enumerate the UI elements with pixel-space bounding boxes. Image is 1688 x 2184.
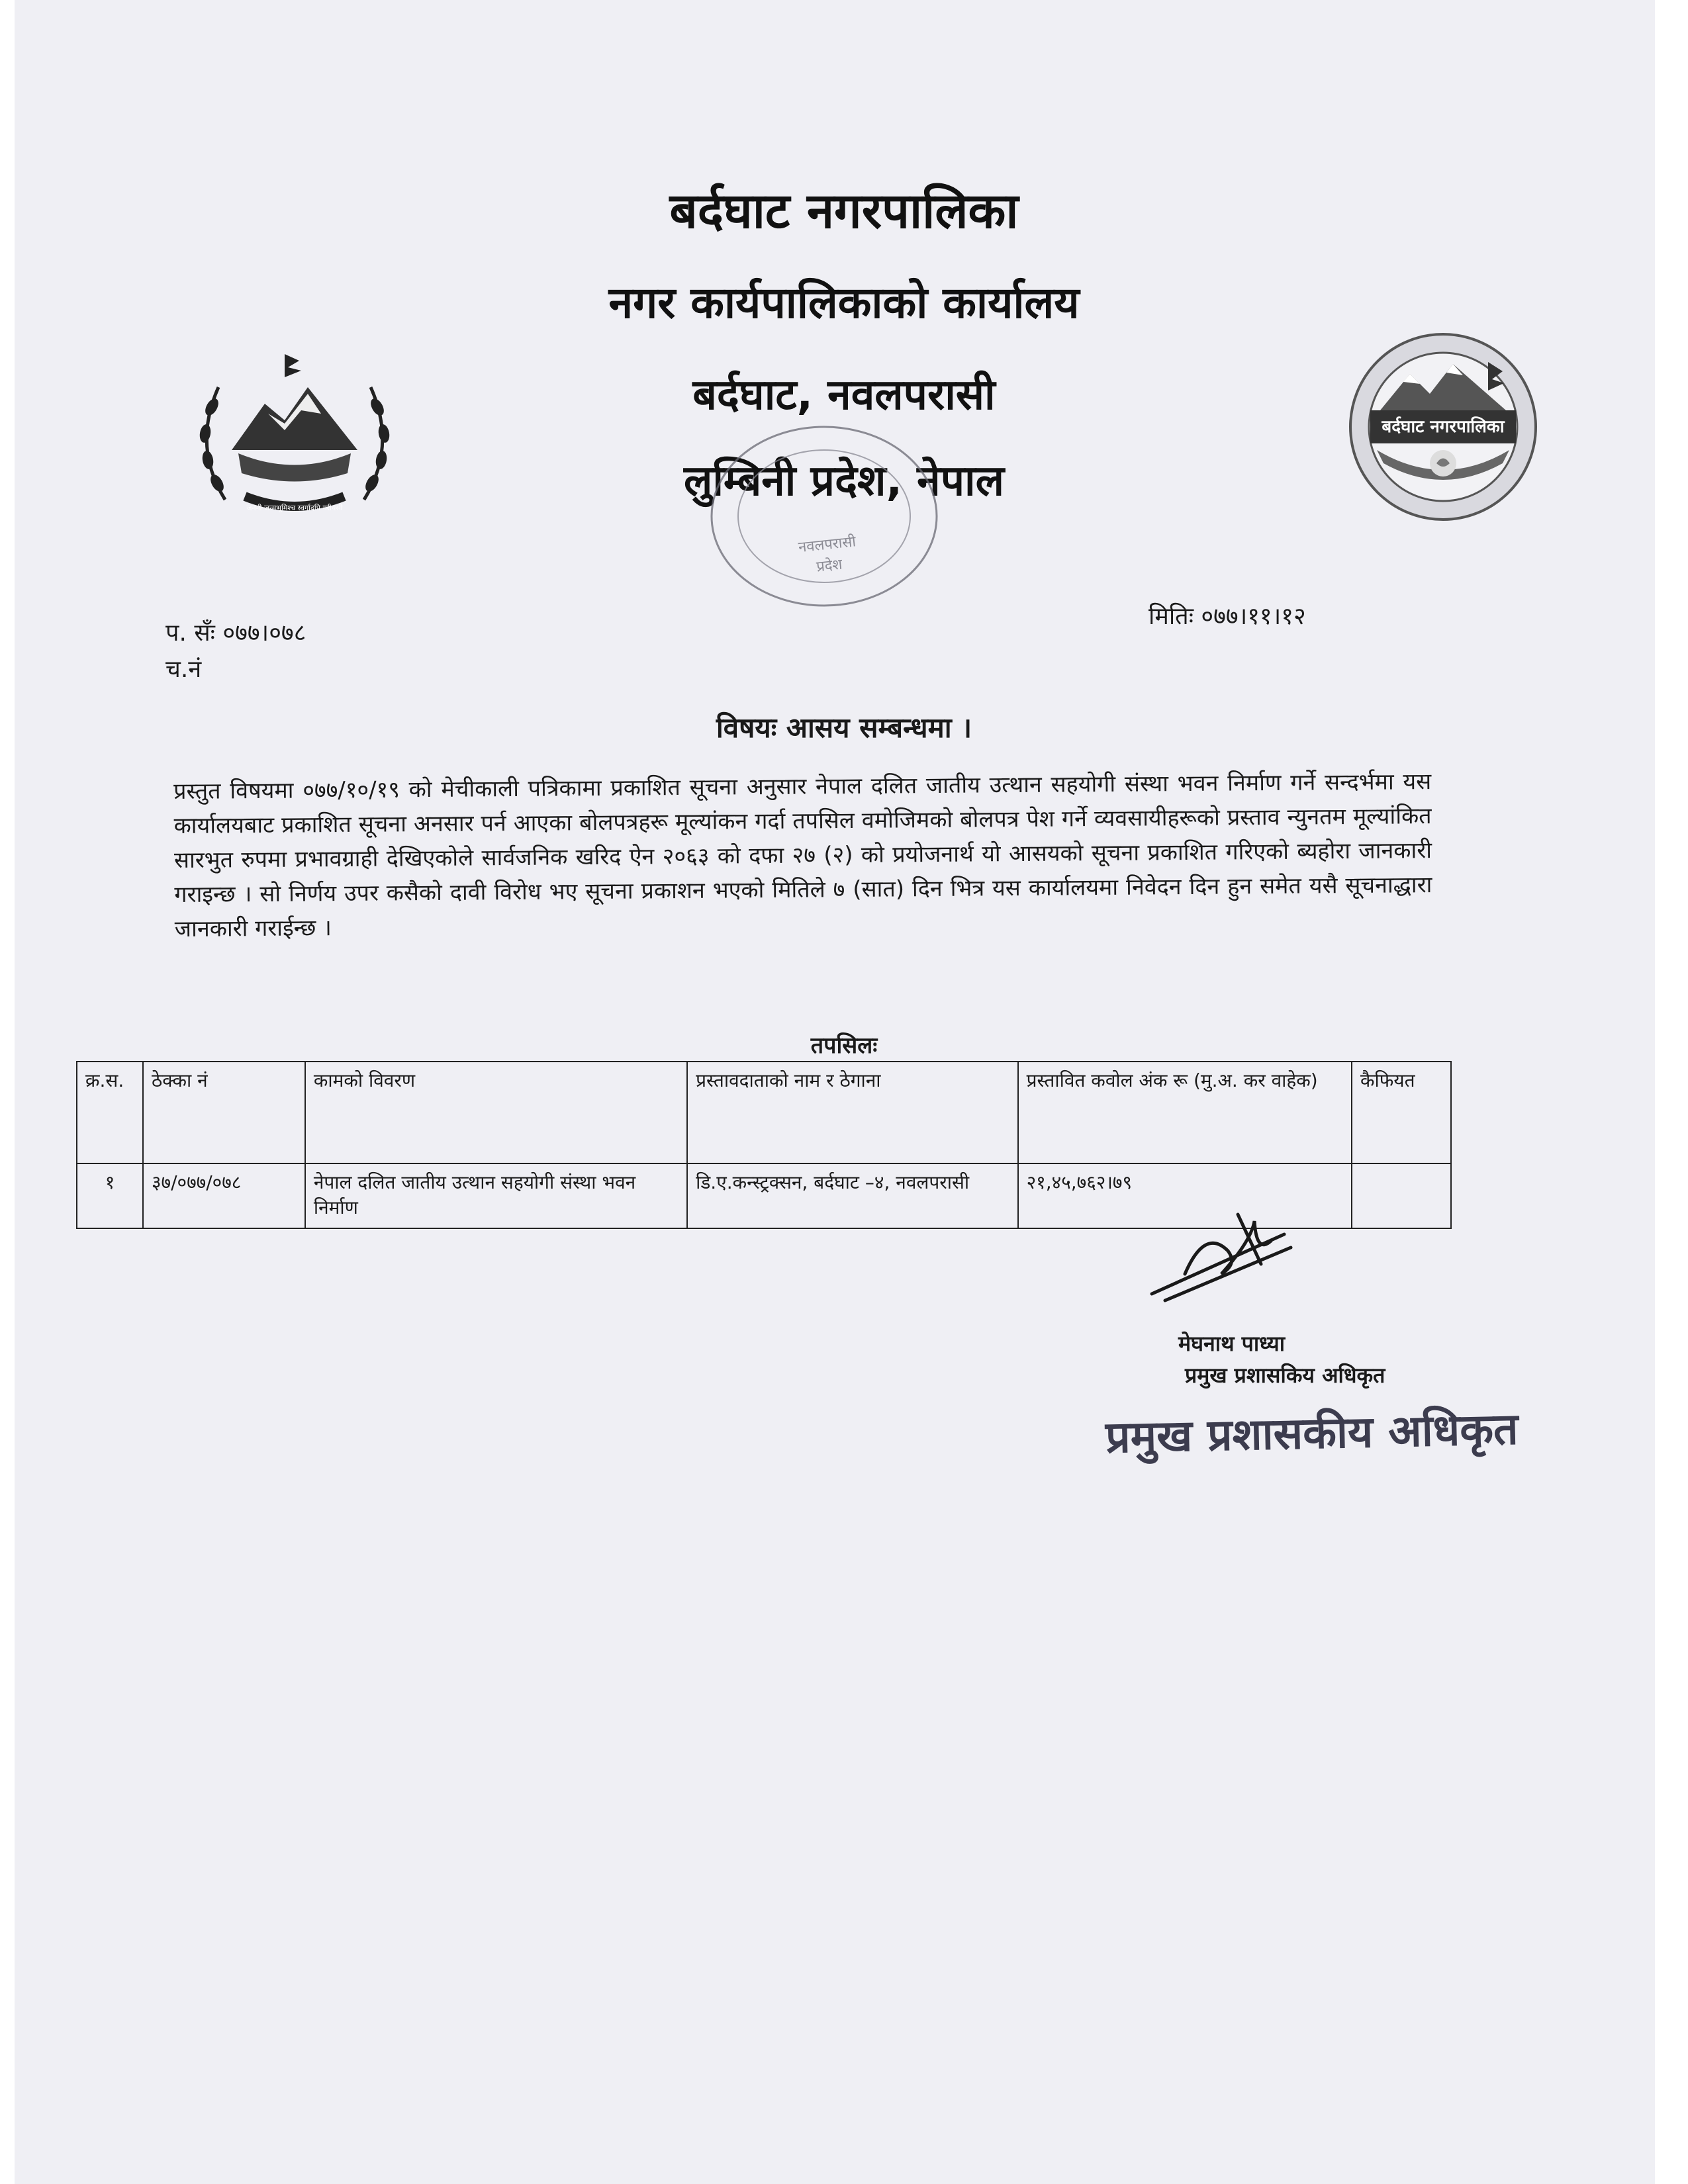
cell-contract-no: ३७/०७७/०७८ bbox=[143, 1163, 305, 1228]
municipality-logo-icon bbox=[1337, 328, 1549, 526]
letter-body: प्रस्तुत विषयमा ०७७/१०/१९ को मेचीकाली पत्रिकामा प्रकाशित सूचना अनुसार नेपाल दलित जातीय उत्थान सहयोगी संस्था भवन निर्माण गर्ने सन्दर्भमा यस कार्यालयबाट प्रकाशित सूचना अनसार पर्न आएका बोलपत्रहरू मूल्यांकन गर्दा तपसिल वमोजिमको बोलपत्र पेश गर्ने व्यवसायीहरूको प्रस्ताव न्युनतम मूल्यांकित सारभुत रुपमा प्रभावग्राही देखिएकोले सार्वजनिक खरिद ऐन २०६३ को दफा २७ (२) को प्रयोजनार्थ यो आसयको सूचना प्रकाशित गरिएको ब्यहोरा जानकारी गराइन्छ । सो निर्णय उपर कसैको दावी विरोध भए सूचना प्रकाशन भएको मितिले ७ (सात) दिन भित्र यस कार्यालयमा निवेदन दिन हुन समेत यसै सूचनाद्धारा जानकारी गराईन्छ । bbox=[173, 768, 1432, 942]
table-header-row bbox=[77, 1062, 1451, 1163]
municipality-name: बर्दघाट नगरपालिका bbox=[669, 183, 1019, 240]
cell-bid-amount: २१,४५,७६२।७९ bbox=[1018, 1163, 1352, 1228]
table-caption: तपसिलः bbox=[810, 1032, 878, 1059]
office-name: नगर कार्यपालिकाको कार्यालय bbox=[608, 277, 1080, 328]
col-header-serial: क्र.स. bbox=[77, 1062, 143, 1163]
designation-stamp: प्रमुख प्रशासकीय अधिकृत bbox=[1105, 1403, 1519, 1463]
col-header-bidder: प्रस्तावदाताको नाम र ठेगाना bbox=[687, 1062, 1018, 1163]
svg-text:नवलपरासी: नवलपरासी bbox=[797, 533, 857, 557]
office-province: लुम्बिनी प्रदेश, नेपाल bbox=[683, 457, 1005, 506]
signatory-title: प्रमुख प्रशासकिय अधिकृत bbox=[1185, 1363, 1385, 1388]
col-header-work-description: कामको विवरण bbox=[305, 1062, 687, 1163]
office-seal-icon bbox=[702, 417, 947, 615]
col-header-bid-amount: प्रस्तावित कवोल अंक रू (मु.अ. कर वाहेक) bbox=[1018, 1062, 1352, 1163]
logo-name: बर्दघाट नगरपालिका bbox=[1382, 417, 1505, 437]
cell-work-description: नेपाल दलित जातीय उत्थान सहयोगी संस्था भवन निर्माण bbox=[305, 1163, 687, 1228]
office-location: बर्दघाट, नवलपरासी bbox=[692, 371, 996, 420]
dispatch-number: च.नं bbox=[165, 656, 202, 683]
letter-reference-number: प. सँः ०७७।०७८ bbox=[165, 619, 306, 647]
emblem-motto: जननी जन्मभूमिश्च स्वर्गादपि गरीयसी bbox=[246, 504, 343, 512]
signature-icon bbox=[1139, 1201, 1297, 1314]
letter-subject: विषयः आसय सम्बन्धमा । bbox=[716, 711, 972, 744]
svg-text:प्रदेश: प्रदेश bbox=[816, 556, 843, 576]
national-emblem-icon bbox=[185, 341, 404, 526]
cell-bidder: डि.ए.कन्स्ट्रक्सन, बर्दघाट –४, नवलपरासी bbox=[687, 1163, 1018, 1228]
signatory-name: मेघनाथ पाध्या bbox=[1178, 1331, 1286, 1356]
cell-serial: १ bbox=[77, 1163, 143, 1228]
letter-date: मितिः ०७७।११।१२ bbox=[1149, 603, 1306, 630]
col-header-contract-no: ठेक्का नं bbox=[143, 1062, 305, 1163]
col-header-remarks: कैफियत bbox=[1352, 1062, 1451, 1163]
cell-remarks bbox=[1352, 1163, 1451, 1228]
